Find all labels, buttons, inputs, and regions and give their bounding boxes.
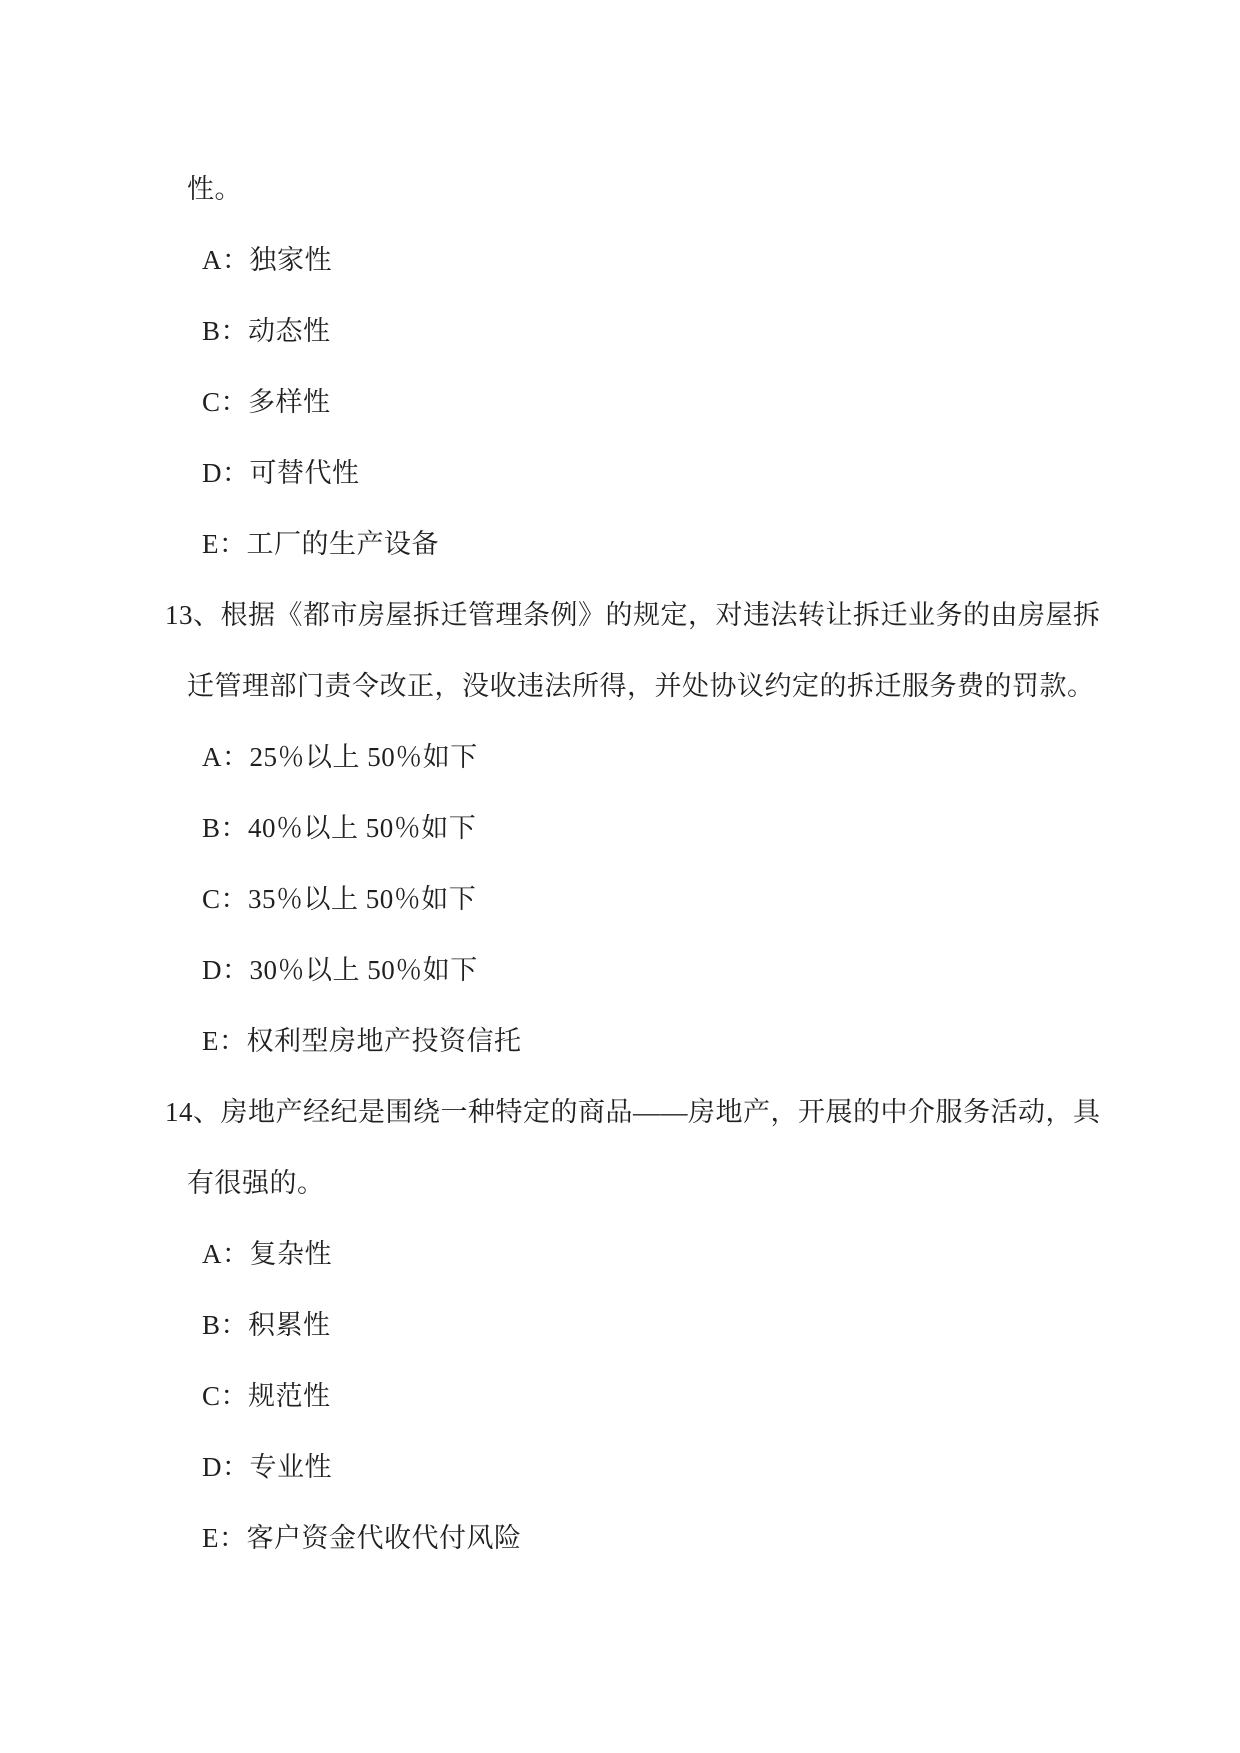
q13-option-c: C：35％以上 50％如下	[202, 884, 477, 914]
q14-option-c: C：规范性	[202, 1381, 331, 1411]
q12-option-c: C：多样性	[202, 387, 331, 417]
q13-stem-line-2: 迁管理部门责令改正，没收违法所得，并处协议约定的拆迁服务费的罚款。	[187, 671, 1095, 701]
q14-stem-line-2: 有很强的。	[187, 1168, 325, 1198]
q12-option-d: D：可替代性	[202, 458, 360, 488]
q13-option-b: B：40％以上 50％如下	[202, 813, 477, 843]
q14-stem-line-1: 14、房地产经纪是围绕一种特定的商品——房地产，开展的中介服务活动，具	[165, 1097, 1101, 1127]
q12-option-b: B：动态性	[202, 316, 331, 346]
q14-option-e: E：客户资金代收代付风险	[202, 1523, 522, 1553]
q13-option-e: E：权利型房地产投资信托	[202, 1026, 522, 1056]
q13-option-d: D：30％以上 50％如下	[202, 955, 478, 985]
q13-option-a: A：25％以上 50％如下	[202, 742, 478, 772]
q14-option-a: A：复杂性	[202, 1239, 332, 1269]
q14-option-b: B：积累性	[202, 1310, 331, 1340]
q12-option-a: A：独家性	[202, 245, 332, 275]
q12-stem-fragment: 性。	[187, 174, 242, 204]
q14-option-d: D：专业性	[202, 1452, 332, 1482]
q13-stem-line-1: 13、根据《都市房屋拆迁管理条例》的规定，对违法转让拆迁业务的由房屋拆	[165, 600, 1101, 630]
q12-option-e: E：工厂的生产设备	[202, 529, 439, 559]
